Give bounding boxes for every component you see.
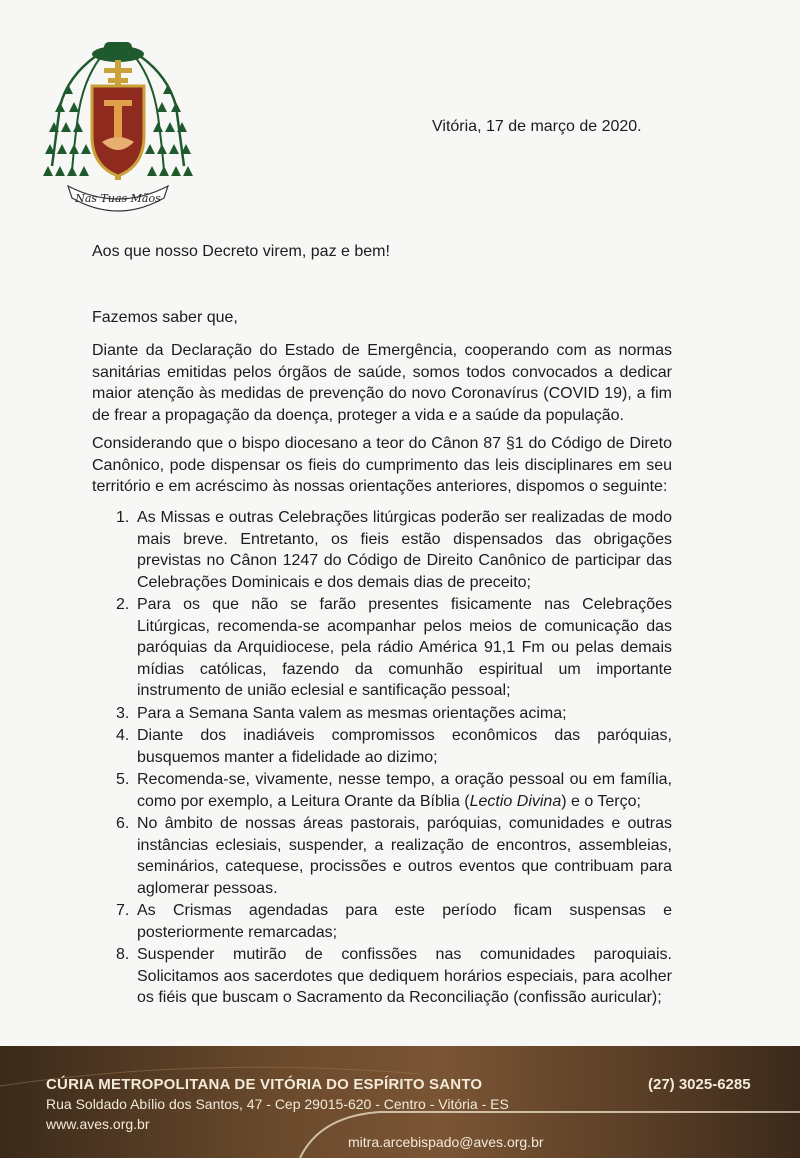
item-text: No âmbito de nossas áreas pastorais, paróquias, comunidades e outras instâncias eclesiais, suspender, a realização de encontros, assembleias, seminários, catequese, procissões e outros eventos que contribuam para aglomerar pessoas. <box>137 815 672 897</box>
list-item <box>92 725 672 768</box>
letter-date: Vitória, 17 de março de 2020. <box>432 118 642 135</box>
item-text: Para a Semana Santa valem as mesmas orientações acima; <box>137 704 567 722</box>
decree-list <box>92 507 672 1010</box>
intro-line: Fazemos saber que, <box>92 309 238 326</box>
list-item <box>92 703 672 725</box>
tassels-left <box>43 84 91 176</box>
item-number: 8. <box>116 946 130 963</box>
phone-number[interactable]: (27) 3025-6285 <box>648 1076 751 1093</box>
item-text: As Crismas agendadas para este período ficam suspensas e posteriormente remarcadas; <box>137 902 672 941</box>
item-text: Diante dos inadiáveis compromissos econômicos das paróquias, busquemos manter a fidelidade ao dizimo; <box>137 727 672 766</box>
item-number: 2. <box>116 596 130 613</box>
letterhead-footer <box>0 1046 800 1158</box>
list-item <box>92 944 672 1009</box>
email-link[interactable]: mitra.arcebispado@aves.org.br <box>348 1134 544 1150</box>
item-text-after: ) e o Terço; <box>561 792 641 810</box>
coat-of-arms <box>38 36 198 216</box>
item-text-italic: Lectio Divina <box>469 792 562 810</box>
curia-address: Rua Soldado Abílio dos Santos, 47 - Cep 29015-620 - Centro - Vitória - ES <box>46 1096 509 1112</box>
item-text: As Missas e outras Celebrações litúrgicas poderão ser realizadas de modo mais breve. Entretanto, os fieis estão dispensados das obrigações previstas no Cânon 1247 do Código de Direito Canônico de participar das Celebrações Dominicais e dos demais dias de preceito; <box>137 509 672 591</box>
tassels-right <box>145 84 193 176</box>
curia-name: CÚRIA METROPOLITANA DE VITÓRIA DO ESPÍRITO SANTO <box>46 1076 483 1093</box>
greeting: Aos que nosso Decreto virem, paz e bem! <box>92 243 390 260</box>
item-number: 5. <box>116 771 130 788</box>
item-text: Para os que não se farão presentes fisicamente nas Celebrações Litúrgicas, recomenda-se acompanhar pelos meios de comunicação das paróquias da Arquidiocese, pela rádio América 91,1 Fm ou pelas demais mídias católicas, fazendo da comunhão espiritual um importante instrumento de união eclesial e santificação pessoal; <box>137 596 672 699</box>
paragraph-emergency: Diante da Declaração do Estado de Emergência, cooperando com as normas sanitárias emitidas pelos órgãos de saúde, somos todos convocados a dedicar maior atenção às medidas de prevenção do novo Coronavírus (COVID 19), a fim de frear a propagação da doença, proteger a vida e a saúde da população. <box>92 342 672 424</box>
item-text-before: Recomenda-se, vivamente, nesse tempo, a oração pessoal ou em família, como por exemplo, a Leitura Orante da Bíblia ( <box>137 771 672 810</box>
website-link[interactable]: www.aves.org.br <box>46 1116 150 1132</box>
list-item <box>92 507 672 593</box>
crest-motto: Nas Tuas Mãos <box>75 192 161 205</box>
item-number: 4. <box>116 727 130 744</box>
item-number: 3. <box>116 704 130 722</box>
item-number: 1. <box>116 509 130 526</box>
item-number: 6. <box>116 815 130 832</box>
list-item <box>92 900 672 943</box>
item-text: Suspender mutirão de confissões nas comunidades paroquiais. Solicitamos aos sacerdotes que dediquem horários especiais, para acolher os fiéis que buscam o Sacramento da Reconciliação (confissão auricular); <box>137 946 672 1006</box>
list-item <box>92 769 672 812</box>
list-item <box>92 813 672 899</box>
list-item <box>92 594 672 702</box>
item-number: 7. <box>116 902 130 919</box>
paragraph-canon: Considerando que o bispo diocesano a teor do Cânon 87 §1 do Código de Direto Canônico, pode dispensar os fieis do cumprimento das leis disciplinares em seu território e em acréscimo às nossas orientações anteriores, dispomos o seguinte: <box>92 435 672 495</box>
